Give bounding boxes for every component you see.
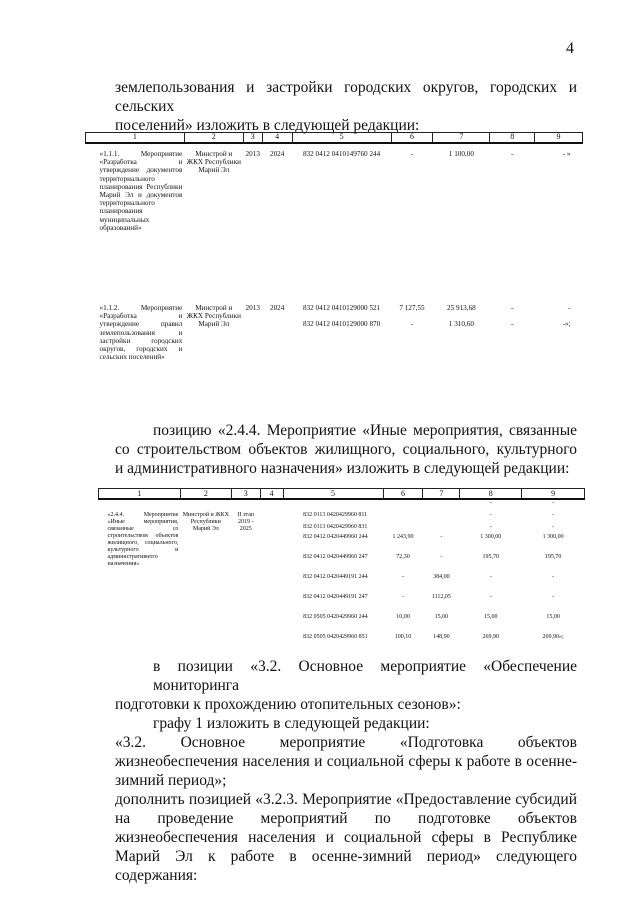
value-line: 15,00 [434, 614, 449, 620]
value-line: 384,00 [433, 574, 450, 580]
table-1-header-row [86, 133, 583, 144]
value-line: -»; [562, 320, 571, 328]
value-line: - [552, 512, 555, 518]
bottom-p3: «3.2. Основное мероприятие «Подготовка объектов жизнеобеспечения населения и социальной сферы к работе в осенне-зимний период»; [115, 734, 577, 789]
value-line: - [489, 524, 492, 530]
value-cell [383, 499, 423, 654]
table-2 [98, 488, 585, 654]
top-mark: - [489, 500, 492, 506]
value-cell [460, 499, 522, 654]
value-line: 269,90»; [542, 634, 564, 640]
table-2-header-cell: 7 [423, 489, 460, 500]
table-1-header-cell: 5 [292, 133, 391, 144]
value-line: 1 300,00 [542, 534, 564, 540]
start-year-cell: 2013 [245, 304, 260, 312]
value-line: - [410, 320, 414, 328]
executor-cell: Минстрой и ЖКХ Республики Марий Эл [186, 304, 241, 329]
table-2-header-row [99, 489, 585, 500]
kbk-line: 832 0113 0420429960 811 [303, 512, 368, 518]
value-cell [433, 298, 490, 365]
table-1-header-cell: 3 [243, 133, 262, 144]
value-line: 15,00 [546, 614, 560, 620]
value-line: - [552, 574, 555, 580]
value-line [425, 512, 458, 524]
row-name-cell: «1.1.1. Мероприятие «Разработка и утверждение документов территориального планирования Республики Марий Эл и документов территориального планирования муниципальных образований» [99, 150, 183, 232]
table-2-header-cell: 2 [180, 489, 231, 500]
middle-paragraph [115, 421, 577, 478]
bottom-p1-line2: подготовки к прохождению отопительных сезонов»: [115, 696, 461, 713]
table-1-header-cell: 8 [490, 133, 535, 144]
kbk-cell [283, 499, 383, 654]
value-cell: - [511, 150, 514, 158]
kbk-line: 832 0412 0420449191 244 [303, 574, 368, 580]
value-line: - [489, 512, 492, 518]
value-line: 10,00 [396, 614, 410, 620]
row-name-cell: «1.1.2. Мероприятие «Разработка и утверждение правил землепользования и застройки городских округов, городских и сельских поселений» [99, 304, 183, 362]
value-line: - [552, 594, 555, 600]
table-1-header-cell: 1 [86, 133, 185, 144]
middle-line-2: со строительством объектов жилищного, социального, культурного [115, 441, 577, 458]
period-cell: II этап 2019 - 2025 [237, 512, 255, 532]
value-line: 72,30 [396, 554, 410, 560]
table-1-header-cell: 6 [391, 133, 433, 144]
bottom-p4: дополнить позицией «3.2.3. Мероприятие «Предоставление субсидий на проведение мероприятий по подготовке объектов жизнеобеспечения населения и социальной сферы в Республике Марий Эл к работе в осенне-зимний период» следующего содержания: [115, 791, 577, 884]
executor-cell: Минстрой и ЖКХ Республики Марий Эл [182, 512, 229, 532]
table-2-header-cell: 1 [99, 489, 181, 500]
value-line: 195,70 [482, 554, 499, 560]
value-line: - [401, 594, 404, 600]
empty-cell [260, 499, 283, 654]
value-line: 25 913,68 [447, 304, 476, 312]
intro-line-1: землепользования и застройки городских округов, городских и сельских [115, 79, 577, 115]
end-year-cell: 2024 [269, 150, 285, 158]
kbk-cell [292, 298, 391, 365]
value-line: - [511, 320, 514, 328]
table-1-header-cell: 4 [262, 133, 292, 144]
value-line: - [440, 554, 443, 560]
value-line [425, 524, 458, 534]
kbk-line: 832 0412 0420449191 247 [303, 594, 368, 600]
table-1-header-cell: 7 [433, 133, 490, 144]
value-cell: 1 100,00 [448, 150, 474, 158]
end-year-cell: 2024 [269, 304, 285, 312]
start-year-cell: 2013 [245, 150, 260, 158]
kbk-line: 832 0412 0420449960 244 [303, 534, 368, 540]
value-line: - [568, 304, 571, 312]
table-row [86, 298, 583, 365]
value-line: 7 127,55 [399, 304, 425, 312]
kbk-line: 832 0412 0410129000 870 [302, 320, 381, 328]
kbk-line: 832 0505 0420429960 851 [303, 634, 368, 640]
intro-line-2: поселений» изложить в следующей редакции: [115, 117, 420, 134]
value-line [385, 524, 421, 534]
kbk-cell: 832 0412 0410149760 244 [302, 150, 381, 158]
value-line: 15,00 [483, 614, 498, 620]
top-mark: - [552, 500, 555, 506]
executor-cell: Минстрой и ЖКХ Республики Марий Эл [186, 150, 241, 175]
value-cell: - » [562, 150, 571, 158]
value-cell: - [410, 150, 414, 158]
value-cell [423, 499, 460, 654]
value-line: - [440, 534, 443, 540]
value-line: 269,90 [482, 634, 499, 640]
table-2-header-cell: 6 [383, 489, 423, 500]
value-cell [490, 298, 535, 365]
value-line: 1 300,00 [480, 534, 502, 540]
value-line: 100,10 [394, 634, 412, 640]
bottom-p1-line1: в позиции «3.2. Основное мероприятие «Обеспечение мониторинга [153, 658, 577, 694]
table-1-header-cell: 9 [535, 133, 583, 144]
value-line: 1112,05 [431, 594, 451, 600]
value-line [385, 512, 421, 524]
value-line: 195,70 [544, 554, 562, 560]
table-row [99, 499, 585, 654]
table-2-header-cell: 4 [260, 489, 283, 500]
value-line: - [552, 524, 555, 530]
middle-line-3: и административного назначения» изложить в следующей редакции: [115, 460, 570, 477]
page-number: 4 [566, 40, 574, 57]
value-line: 148,90 [433, 634, 450, 640]
value-line: - [401, 574, 404, 580]
intro-paragraph [115, 78, 577, 135]
table-1 [85, 132, 583, 365]
table-2-header-cell: 3 [231, 489, 260, 500]
row-name-cell: «2.4.4. Мероприятие «Иные мероприятия, связанные со строительством объектов жилищного, социального, культурного и административного назначения» [107, 512, 179, 567]
value-line: 1 243,90 [392, 534, 414, 540]
value-line: - [511, 304, 514, 312]
table-2-header-cell: 9 [522, 489, 585, 500]
value-cell [535, 298, 583, 365]
kbk-line: 832 0412 0420449960 247 [303, 554, 368, 560]
kbk-line: 832 0113 0420429960 831 [303, 524, 368, 530]
table-2-header-cell: 5 [283, 489, 383, 500]
table-row [86, 143, 583, 298]
value-line: - [489, 594, 492, 600]
kbk-line: 832 0412 0410129000 521 [302, 304, 381, 312]
value-cell [391, 298, 433, 365]
value-cell [522, 499, 585, 654]
middle-line-1: позицию «2.4.4. Мероприятие «Иные мероприятия, связанные [153, 422, 577, 439]
bottom-p2: графу 1 изложить в следующей редакции: [153, 715, 430, 732]
table-2-header-cell: 8 [460, 489, 522, 500]
kbk-line: 832 0505 0420429960 244 [303, 614, 368, 620]
value-line: - [489, 574, 492, 580]
table-1-header-cell: 2 [184, 133, 243, 144]
bottom-text [115, 657, 577, 885]
value-line: 1 310,60 [448, 320, 474, 328]
